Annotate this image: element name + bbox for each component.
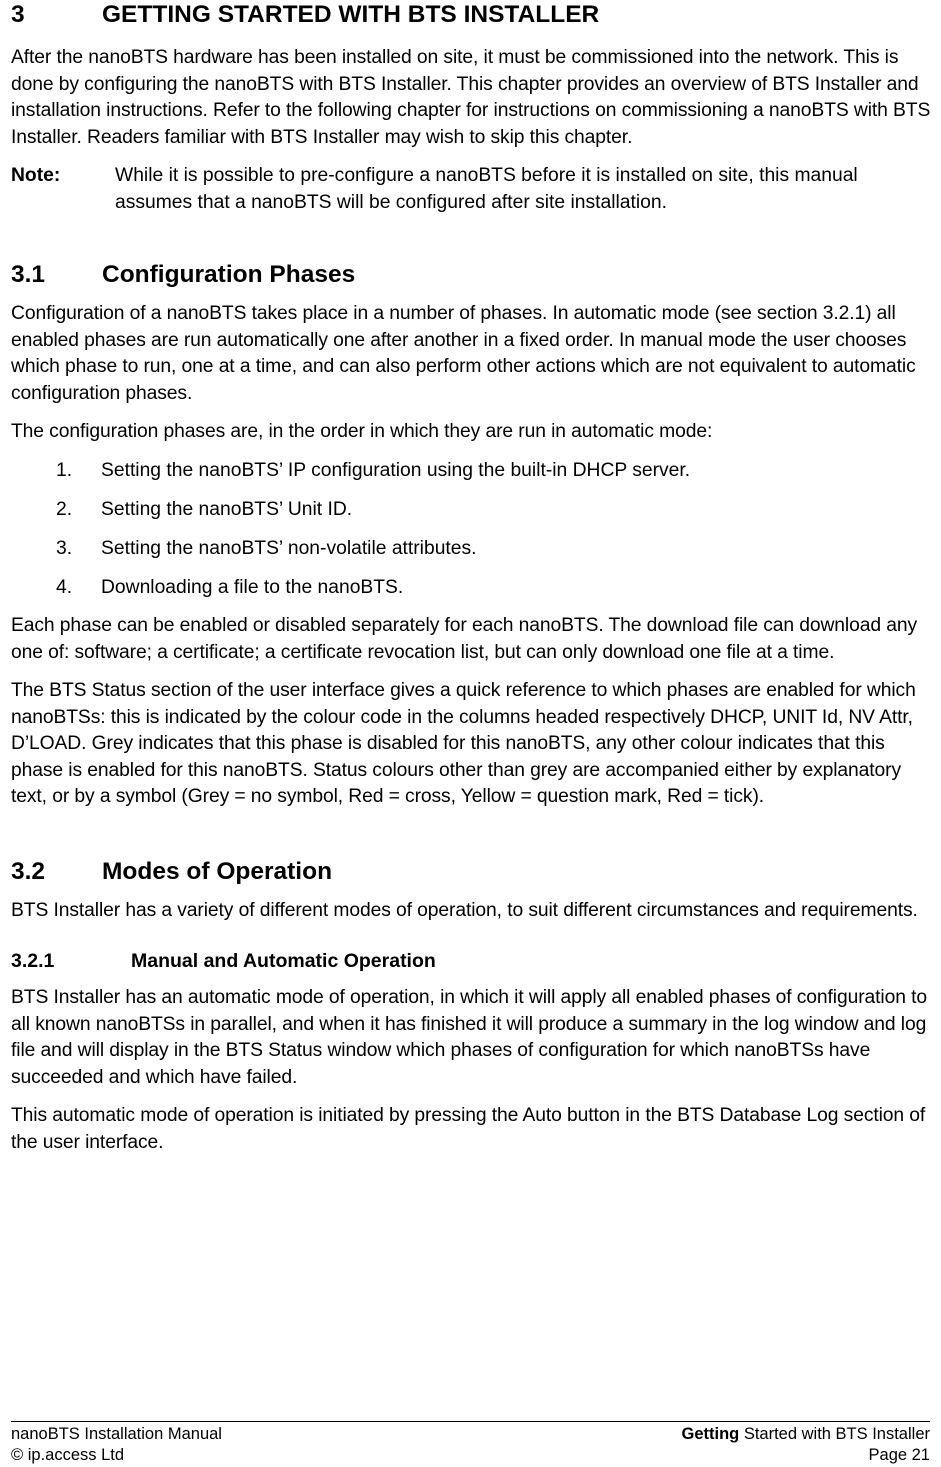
section-3-2-1-title: Manual and Automatic Operation	[131, 950, 436, 972]
section-3-1-paragraph-1: Configuration of a nanoBTS takes place in a number of phases. In automatic mode (see section 3.2.1) all enabled phases are run automatically one after another in a fixed order. In manual mode the user chooses which phase to run, one at a time, and can also perform other actions which are not equivalent to automatic configuration phases.	[11, 303, 916, 404]
footer-manual-title: nanoBTS Installation Manual	[11, 1425, 222, 1443]
note	[11, 163, 931, 216]
section-3-1-heading	[11, 260, 931, 290]
footer-page-number: Page 21	[868, 1446, 930, 1464]
section-3-1-paragraph-2: The configuration phases are, in the order in which they are run in automatic mode:	[11, 421, 713, 442]
list-item: 2. Setting the nanoBTS’ Unit ID.	[56, 498, 353, 520]
page-footer	[11, 1421, 930, 1466]
list-item: 4. Downloading a file to the nanoBTS.	[56, 576, 404, 598]
section-3-2-number: 3.2	[11, 857, 46, 885]
section-3-2-1-number: 3.2.1	[11, 950, 55, 972]
footer-copyright: © ip.access Ltd	[11, 1446, 125, 1464]
intro-paragraph: After the nanoBTS hardware has been installed on site, it must be commissioned into the network. This is done by configuring the nanoBTS with BTS Installer. This chapter provides an overview of BTS Installer and installation instructions. Refer to the following chapter for instructions on commissioning a nanoBTS with BTS Installer. Readers familiar with BTS Installer may wish to skip this chapter.	[11, 47, 931, 148]
footer-chapter-title: Getting Started with BTS Installer	[681, 1425, 930, 1443]
list-item: 3. Setting the nanoBTS’ non-volatile attributes.	[56, 537, 477, 559]
chapter-title: GETTING STARTED WITH BTS INSTALLER	[102, 1, 600, 28]
phase-list	[11, 458, 931, 602]
list-item: 1. Setting the nanoBTS’ IP configuration using the built-in DHCP server.	[56, 459, 691, 481]
chapter-number: 3	[11, 1, 25, 28]
section-3-1-paragraph-4: The BTS Status section of the user interface gives a quick reference to which phases are enabled for which nanoBTSs: this is indicated by the colour code in the columns headed respectively DHCP, UNIT Id, NV Attr, D’LOAD. Grey indicates that this phase is disabled for this nanoBTS, any other colour indicates that this phase is enabled for this nanoBTS. Status colours other than grey are accompanied either by explanatory text, or by a symbol (Grey = no symbol, Red = cross, Yellow = question mark, Red = tick).	[11, 680, 916, 807]
section-3-1-number: 3.1	[11, 261, 46, 288]
note-label: Note:	[11, 165, 61, 186]
section-3-2-heading	[11, 857, 931, 887]
section-3-1-title: Configuration Phases	[102, 261, 356, 288]
chapter-heading	[11, 0, 931, 30]
section-3-2-1-paragraph-1: BTS Installer has an automatic mode of operation, in which it will apply all enabled phases of configuration to all known nanoBTSs in parallel, and when it has finished it will produce a summary in the log window and log file and will display in the BTS Status window which phases of configuration for which nanoBTSs have succeeded and which have failed.	[11, 987, 928, 1088]
section-3-2-1-paragraph-2: This automatic mode of operation is initiated by pressing the Auto button in the BTS Database Log section of the user interface.	[11, 1105, 926, 1153]
section-3-2-1-heading	[11, 949, 931, 973]
note-text: While it is possible to pre-configure a nanoBTS before it is installed on site, this manual assumes that a nanoBTS will be configured after site installation.	[115, 165, 858, 213]
section-3-1-paragraph-3: Each phase can be enabled or disabled separately for each nanoBTS. The download file can download any one of: software; a certificate; a certificate revocation list, but can only download one file at a time.	[11, 615, 918, 663]
page-content	[11, 0, 931, 1156]
section-3-2-title: Modes of Operation	[102, 857, 333, 885]
section-3-2-paragraph-1: BTS Installer has a variety of different modes of operation, to suit different circumstances and requirements.	[11, 899, 918, 921]
